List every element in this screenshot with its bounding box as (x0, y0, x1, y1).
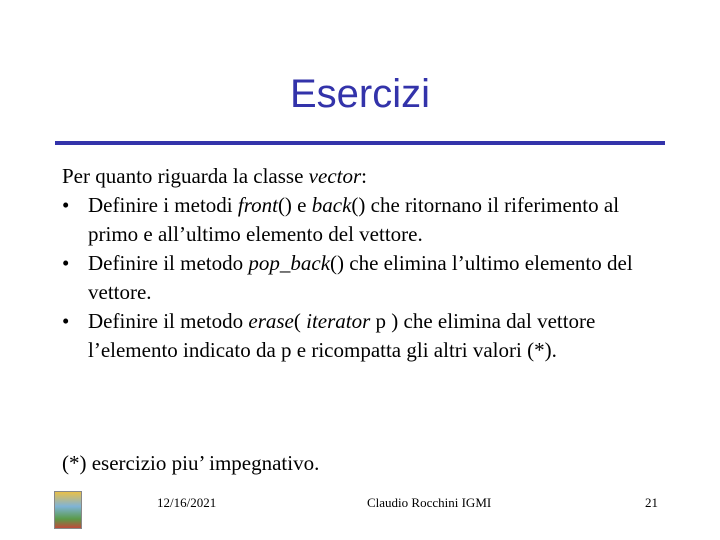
bullet-emphasis: front (237, 193, 278, 217)
intro-line (62, 162, 672, 191)
bullet-text: Definire il metodo (88, 251, 249, 275)
bullet-item (62, 307, 672, 365)
bullet-glyph: • (62, 193, 70, 217)
bullet-item (62, 249, 672, 307)
bullet-glyph: • (62, 309, 70, 333)
bullet-emphasis: iterator (306, 309, 371, 333)
bullet-text: Definire il metodo (88, 309, 249, 333)
bullet-text: () e (277, 193, 312, 217)
bullet-text: () che elimina l’ultimo elemento del vettore. (88, 251, 633, 304)
intro-emphasis: vector (308, 164, 362, 188)
bullet-glyph: • (62, 251, 70, 275)
intro-text: Per quanto riguarda la classe (62, 164, 309, 188)
bullet-text: () che ritornano il riferimento al primo e all’ultimo elemento del vettore. (88, 193, 620, 246)
bullet-emphasis: back (311, 193, 352, 217)
title-divider (55, 141, 665, 145)
footnote: (*) esercizio piu’ impegnativo. (62, 451, 320, 475)
slide-title: Esercizi (289, 72, 431, 116)
bullet-text: ( (293, 309, 307, 333)
bullet-text: Definire i metodi (88, 193, 238, 217)
bullet-emphasis: pop_back (248, 251, 331, 275)
footer-author: Claudio Rocchini IGMI (367, 495, 492, 510)
footer-date: 12/16/2021 (157, 495, 217, 510)
logo-image (54, 491, 82, 529)
bullet-list (62, 191, 672, 365)
intro-tail: : (361, 164, 367, 188)
bullet-item (62, 191, 672, 249)
page-number: 21 (645, 495, 658, 510)
bullet-text: p ) che elimina dal vettore l’elemento indicato da p e ricompatta gli altri valori (*). (88, 309, 596, 362)
slide-body (62, 162, 672, 365)
bullet-emphasis: erase (248, 309, 294, 333)
